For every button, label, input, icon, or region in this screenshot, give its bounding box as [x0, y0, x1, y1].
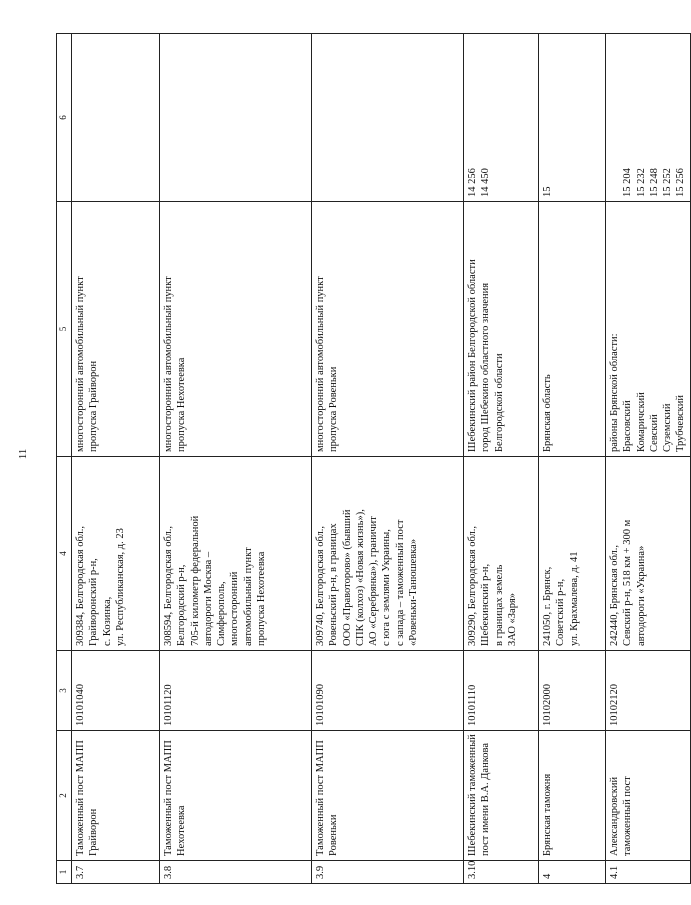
header-cell: 3 [57, 651, 72, 731]
address-line: многосторонний [229, 571, 241, 646]
address-line: «Ровеньки-Танюшевка» [408, 538, 420, 646]
post-name-line: Александровский [609, 776, 620, 856]
code-list-cell [312, 34, 464, 202]
address-line: АО «Серебрянка»), граничит [368, 516, 380, 646]
address-line: 308594, Белгородская обл., [163, 525, 174, 646]
region-cell [464, 202, 539, 457]
address-line: автодороги «Украина» [635, 545, 647, 646]
region-cell [72, 202, 160, 457]
table-row [464, 34, 539, 884]
page-number: 11 [17, 448, 29, 460]
address-line: ул. Республиканская, д. 23 [114, 528, 126, 646]
post-name-cell [160, 731, 312, 861]
code-cell [312, 651, 464, 731]
region-cell [606, 202, 691, 457]
region-line: Шебекинский район Белгородской области [467, 259, 478, 452]
table-row [539, 34, 606, 884]
address-line: ул. Крахмалева, д. 41 [568, 551, 580, 646]
address-cell [464, 457, 539, 651]
region-cell [539, 202, 606, 457]
header-row [57, 34, 72, 884]
region-line: пропуска Грайворон [88, 360, 100, 452]
row-number-cell [606, 861, 691, 884]
code-list-line: 15 252 [662, 168, 674, 197]
post-name-line: Таможенный пост МАПП [163, 740, 174, 856]
code-cell [464, 651, 539, 731]
row-number-cell [160, 861, 312, 884]
code-list-line: 14 450 [480, 168, 492, 197]
post-name-cell [72, 731, 160, 861]
region-line: Брянская область [542, 374, 553, 452]
code-cell [72, 651, 160, 731]
address-cell [160, 457, 312, 651]
address-line: в границах земель [493, 564, 505, 646]
header-cell: 5 [57, 202, 72, 457]
address-line: 309740, Белгородская обл., [315, 525, 326, 646]
header-cell: 6 [57, 34, 72, 202]
table-row [312, 34, 464, 884]
post-name-line: Ровеньки [328, 814, 340, 856]
address-line: 242440, Брянская обл., [609, 544, 620, 646]
code-list-cell [539, 34, 606, 202]
code-text: 10102120 [609, 684, 620, 726]
row-number-text: 4.1 [609, 865, 620, 879]
code-list-cell [72, 34, 160, 202]
address-line: 705-й километр федеральной [189, 515, 201, 646]
region-line: районы Брянской области: [609, 333, 620, 452]
address-cell [312, 457, 464, 651]
post-name-line: Грайворон [88, 808, 100, 856]
table-row [606, 34, 691, 884]
address-line: Севский р-н, 518 км + 300 м [622, 519, 634, 646]
post-name-line: Таможенный пост МАПП [315, 740, 326, 856]
region-line: Севский [648, 414, 660, 452]
header-cell: 2 [57, 731, 72, 861]
post-name-cell [606, 731, 691, 861]
code-list-line: 15 [542, 186, 553, 197]
address-line: автомобильный пункт [242, 547, 254, 646]
region-line: многосторонний автомобильный пункт [163, 276, 174, 452]
region-line: многосторонний автомобильный пункт [315, 276, 326, 452]
address-line: Советский р-н, [555, 578, 567, 646]
code-list-line: 15 204 [622, 168, 634, 197]
region-cell [312, 202, 464, 457]
row-number-text: 4 [542, 873, 553, 879]
document-table [56, 33, 691, 884]
address-line: 309290, Белгородская обл., [467, 525, 478, 646]
region-line: Комаричский [635, 392, 647, 452]
address-line: с юга с землями Украины, [381, 529, 393, 646]
document-table-wrapper [56, 34, 687, 884]
address-line: с. Козинка, [101, 596, 113, 646]
row-number-text: 3.7 [75, 865, 86, 879]
address-line: ЗАО «Заря» [506, 592, 518, 646]
row-number-cell [464, 861, 539, 884]
code-list-line [608, 38, 621, 197]
address-line: Симферополь, [216, 581, 228, 646]
region-line: Суземский [662, 403, 674, 452]
address-line: 241050, г. Брянск, [542, 566, 553, 646]
table-row [72, 34, 160, 884]
address-line: 309384, Белгородская обл., [75, 525, 86, 646]
address-line: Грайворонский р-н, [88, 558, 100, 646]
address-line: СПК (колхоз) «Новая жизнь»), [354, 509, 366, 646]
row-number-text: 3.8 [163, 865, 174, 879]
post-name-cell [539, 731, 606, 861]
post-name-cell [464, 731, 539, 861]
post-name-line: Шебекинский таможенный [467, 734, 478, 856]
post-name-line: Брянская таможня [542, 773, 553, 856]
region-line: пропуска Ровеньки [328, 366, 340, 452]
table-body [57, 34, 691, 884]
row-number-text: 3.9 [315, 865, 326, 879]
code-cell [606, 651, 691, 731]
address-cell [606, 457, 691, 651]
code-list-line: 15 248 [648, 168, 660, 197]
address-line: с запада – таможенный пост [394, 519, 406, 646]
post-name-cell [312, 731, 464, 861]
row-number-cell [312, 861, 464, 884]
region-line: город Шебекино областного значения [480, 282, 492, 452]
region-line: Белгородской области [493, 353, 505, 452]
address-line: автодороги Москва – [202, 551, 214, 646]
table-row [160, 34, 312, 884]
region-line: многосторонний автомобильный пункт [75, 276, 86, 452]
row-number-cell [72, 861, 160, 884]
header-cell: 4 [57, 457, 72, 651]
row-number-cell [539, 861, 606, 884]
post-name-line: пост имени В.А. Данкова [480, 743, 492, 856]
code-text: 10101090 [315, 684, 326, 726]
address-line: Белгородский р-н, [176, 564, 188, 646]
region-line: пропуска Нехотеевка [176, 357, 188, 452]
code-text: 10101040 [75, 684, 86, 726]
post-name-line: таможенный пост [622, 776, 634, 856]
region-cell [160, 202, 312, 457]
code-text: 10102000 [542, 684, 553, 726]
code-list-line: 14 256 [467, 168, 478, 197]
code-text: 10101110 [467, 684, 478, 726]
code-list-line: 15 232 [635, 168, 647, 197]
code-list-cell [160, 34, 312, 202]
code-cell [160, 651, 312, 731]
address-line: ООО «Правоторово» (бывший [341, 509, 353, 646]
address-cell [539, 457, 606, 651]
post-name-line: Нехотеевка [176, 805, 188, 856]
address-line: Ровеньский р-н, в границах [328, 523, 340, 646]
header-cell: 1 [57, 861, 72, 884]
address-line: Шебекинский р-н, [480, 563, 492, 646]
post-name-line: Таможенный пост МАПП [75, 740, 86, 856]
code-list-cell [606, 34, 691, 202]
region-line: Брасовский [622, 400, 634, 452]
code-list-line: 15 256 [675, 168, 687, 197]
address-cell [72, 457, 160, 651]
code-text: 10101120 [163, 684, 174, 726]
row-number-text: 3.10 [467, 860, 478, 879]
code-list-cell [464, 34, 539, 202]
code-cell [539, 651, 606, 731]
address-line: пропуска Нехотеевка [256, 551, 268, 646]
region-line: Трубчевский [675, 394, 687, 452]
